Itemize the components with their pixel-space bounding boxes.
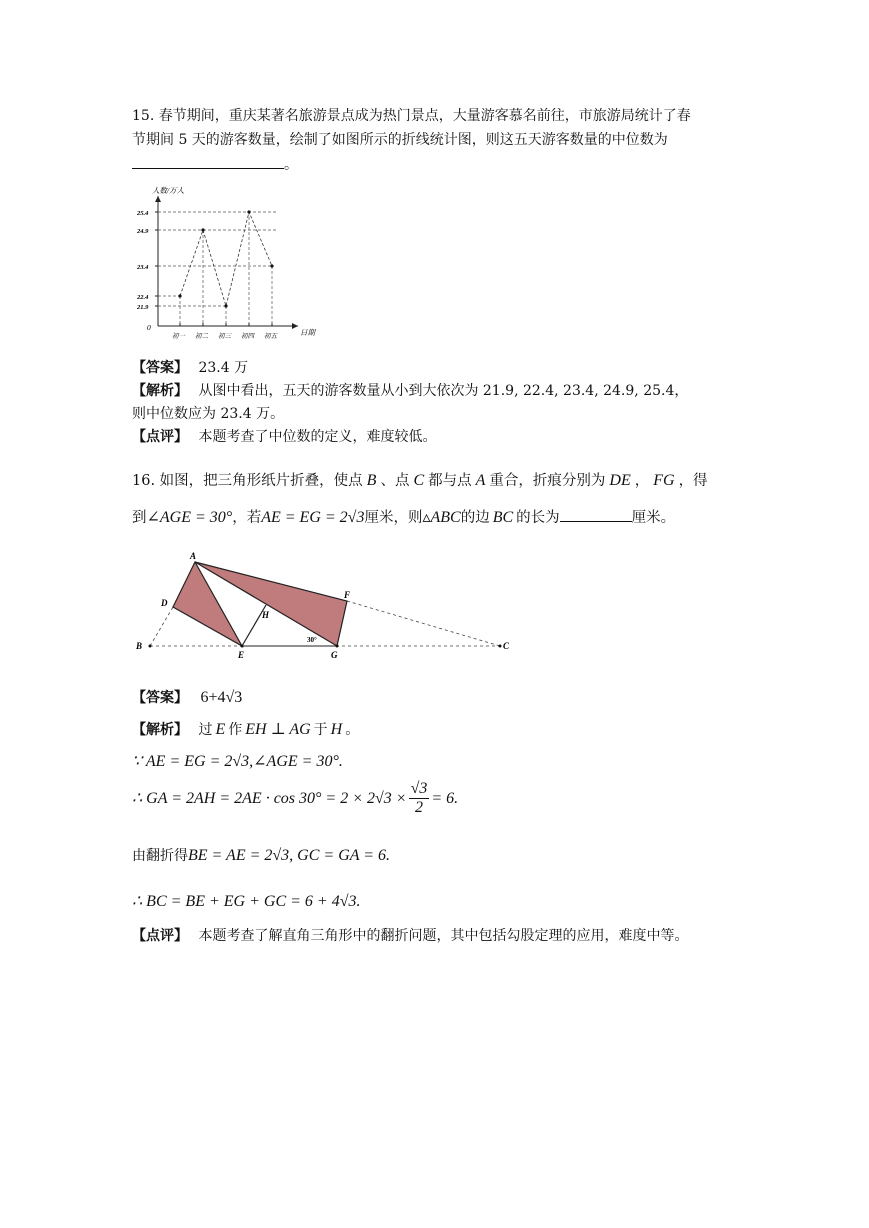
x-tick-label: 初四 <box>241 333 254 340</box>
origin-label: 0 <box>147 323 151 332</box>
label-h: H <box>262 610 270 620</box>
y-tick-label: 21.9 <box>137 304 149 311</box>
q15-answer-row <box>132 358 248 378</box>
x-axis-label: 日期 <box>300 328 315 337</box>
comment-label: 【点评】 <box>132 429 188 445</box>
q16-comment-row <box>132 926 688 946</box>
label-b: B <box>136 641 143 651</box>
point-b <box>149 645 152 648</box>
analysis-text: 从图中看出，五天的游客数量从小到大依次为 21.9, 22.4, 23.4, 24.9, 25.4， <box>198 383 689 399</box>
fold-figure <box>130 550 520 662</box>
q15-line3: 。 <box>132 154 298 175</box>
fraction: $\frac{√3}{2}$ <box>410 780 428 816</box>
y-axis-arrow <box>155 196 161 202</box>
label-d: D <box>161 598 168 608</box>
comment-text-16: 本题考查了解直角三角形中的翻折问题，其中包括勾股定理的应用，难度中等。 <box>198 928 689 944</box>
label-c: C <box>503 641 510 651</box>
line-chart <box>128 184 318 344</box>
step-2: ∴ GA = 2AH = 2AE · cos 30° = 2 × 2√3 × $\frac{√3}{2}$ = 6. <box>132 780 459 816</box>
point-e <box>241 645 244 648</box>
x-tick-label: 初一 <box>172 333 185 340</box>
x-tick-label: 初三 <box>218 333 231 340</box>
y-tick-label: 23.4 <box>137 264 149 271</box>
step-1: ∵ AE = EG = 2√3,∠AGE = 30°. <box>132 753 343 770</box>
answer-value-16: 6+4√3 <box>200 689 243 706</box>
series-line <box>180 212 272 306</box>
x-tick-label: 初五 <box>264 333 277 340</box>
y-tick-label: 22.4 <box>137 294 149 301</box>
data-point <box>270 264 273 267</box>
x-tick-label: 初二 <box>195 333 208 340</box>
step-4: ∴ BC = BE + EG + GC = 6 + 4√3. <box>132 893 361 910</box>
y-axis-label: 人数/万人 <box>152 186 185 195</box>
answer-label-16: 【答案】 <box>132 690 188 706</box>
answer-value: 23.4 万 <box>198 360 249 376</box>
label-a: A <box>190 551 197 561</box>
q15-line2: 节期间 5 天的游客数量，绘制了如图所示的折线统计图，则这五天游客数量的中位数为 <box>132 132 668 148</box>
label-g: G <box>331 650 338 660</box>
data-point <box>247 210 250 213</box>
step-3: 由翻折得BE = AE = 2√3, GC = GA = 6. <box>132 847 391 864</box>
comment-text: 本题考查了中位数的定义，难度较低。 <box>198 429 437 445</box>
data-point <box>201 228 204 231</box>
x-axis-arrow <box>292 323 298 329</box>
answer-blank <box>132 154 284 169</box>
q16-answer-row <box>132 688 242 708</box>
point-g <box>336 645 339 648</box>
label-angle: 30° <box>307 636 317 644</box>
comment-label-16: 【点评】 <box>132 928 188 944</box>
analysis-label: 【解析】 <box>132 383 188 399</box>
data-point <box>224 304 227 307</box>
q15-analysis-line2: 则中位数应为 23.4 万。 <box>132 406 285 422</box>
y-tick-label: 25.4 <box>137 210 149 217</box>
analysis-label-16: 【解析】 <box>132 722 188 738</box>
label-f: F <box>344 590 351 600</box>
y-tick-label: 24.9 <box>137 228 149 235</box>
q15-comment-row <box>132 427 436 447</box>
answer-blank-16 <box>560 507 632 522</box>
segment-bd <box>150 607 173 646</box>
segment-fc <box>347 601 500 646</box>
q16-line2: 到∠AGE = 30°，若AE = EG = 2√3厘米，则▵ABC的边 BC 的长为 厘米。 <box>132 509 676 526</box>
q15-line1: 15. 春节期间，重庆某著名旅游景点成为热门景点，大量游客慕名前往，市旅游局统计了春 <box>132 108 691 124</box>
data-point <box>178 294 181 297</box>
q15-analysis-row <box>132 381 688 401</box>
q16-analysis-row: 【解析】 过 E 作 EH ⊥ AG 于 H 。 <box>132 721 360 738</box>
q16-line1: 16. 如图，把三角形纸片折叠，使点 B 、点 C 都与点 A 重合，折痕分别为 DE ， FG ，得 <box>132 472 708 489</box>
answer-label: 【答案】 <box>132 360 188 376</box>
label-e: E <box>238 650 245 660</box>
point-c <box>499 645 502 648</box>
